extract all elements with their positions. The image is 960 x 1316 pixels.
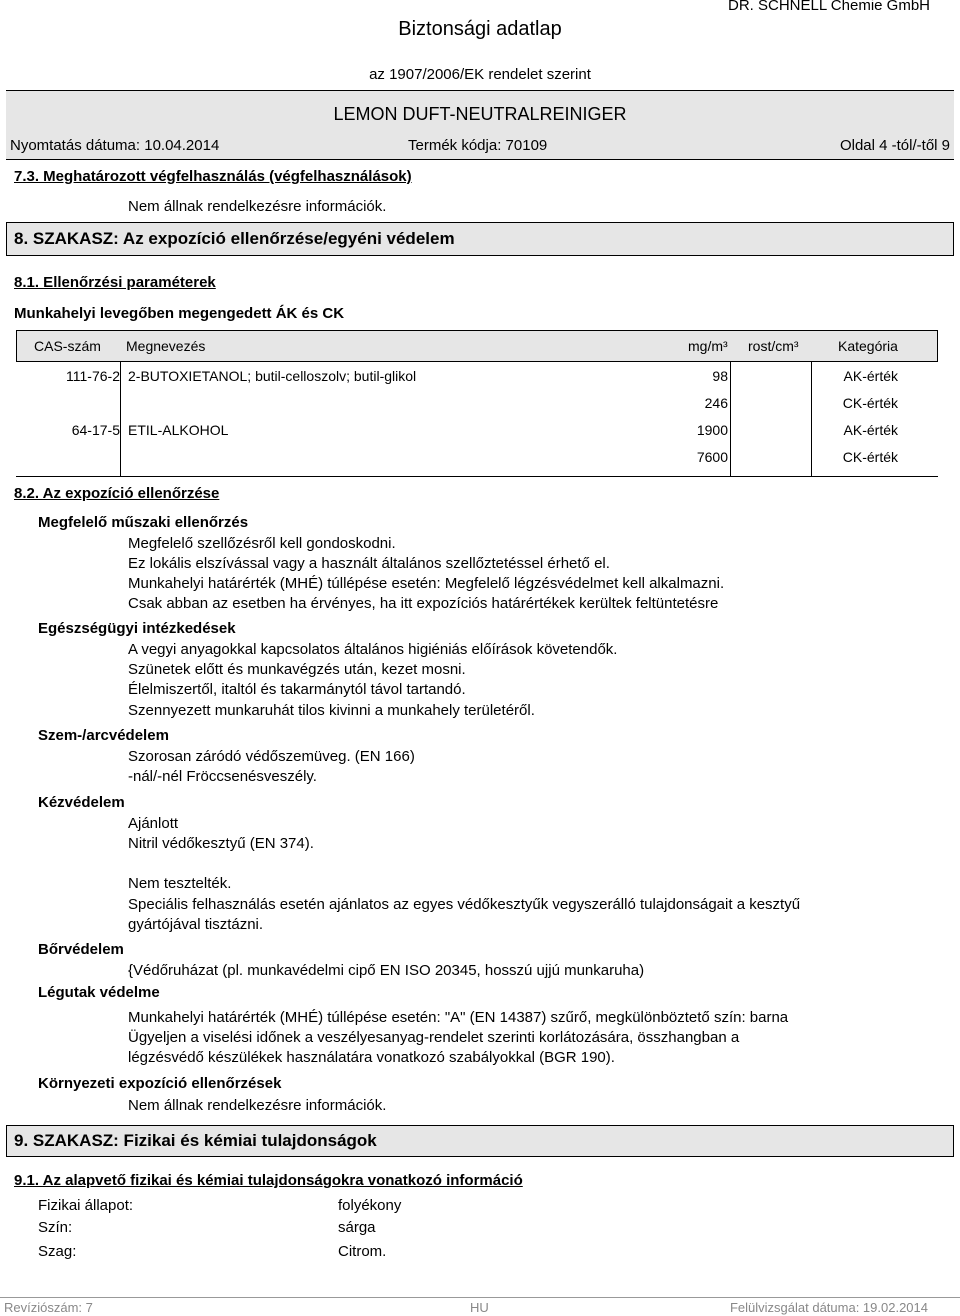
print-date: Nyomtatás dátuma: 10.04.2014 — [10, 137, 220, 154]
section-8-2-heading: 8.2. Az expozíció ellenőrzése — [14, 485, 220, 502]
property-label: Fizikai állapot: — [38, 1197, 134, 1214]
product-code: Termék kódja: 70109 — [408, 137, 548, 154]
table-cell-mgm3: 7600 — [696, 449, 728, 465]
respiratory-protection-line: Munkahelyi határérték (MHÉ) túllépése esetén: "A" (EN 14387) szűrő, megkülönböztető szín: barna — [128, 1009, 789, 1026]
table-bottom-rule — [16, 476, 938, 477]
engineering-line: Csak abban az esetben ha érvényes, ha itt expozíciós határértékek kerültek feltüntetésre — [128, 595, 719, 612]
skin-protection-line: {Védőruházat (pl. munkavédelmi cipő EN ISO 20345, hosszú ujjú munkaruha) — [128, 962, 645, 979]
engineering-line: Megfelelő szellőzésről kell gondoskodni. — [128, 535, 396, 552]
document-title: Biztonsági adatlap — [398, 18, 562, 40]
hand-protection-line: Nitril védőkesztyű (EN 374). — [128, 835, 314, 852]
hand-protection-line: gyártójával tisztázni. — [128, 916, 264, 933]
environmental-controls-heading: Környezeti expozíció ellenőrzések — [38, 1075, 282, 1092]
table-cell-category: CK-érték — [842, 395, 898, 411]
review-date: Felülvizsgálat dátuma: 19.02.2014 — [729, 1300, 928, 1315]
table-cell-mgm3: 246 — [704, 395, 728, 411]
property-value: Citrom. — [338, 1243, 387, 1260]
page-number: Oldal 4 -tól/-től 9 — [839, 137, 950, 154]
property-label: Szín: — [38, 1219, 73, 1236]
eye-protection-line: -nál/-nél Fröccsenésveszély. — [128, 768, 317, 785]
section-8-title: 8. SZAKASZ: Az expozíció ellenőrzése/egyéni védelem — [14, 229, 455, 248]
skin-protection-heading: Bőrvédelem — [38, 941, 124, 958]
hand-protection-heading: Kézvédelem — [38, 794, 125, 811]
col-header-category: Kategória — [838, 338, 898, 354]
eye-protection-line: Szorosan záródó védőszemüveg. (EN 166) — [128, 748, 415, 765]
section-9-1-heading: 9.1. Az alapvető fizikai és kémiai tulajdonságokra vonatkozó információ — [14, 1172, 523, 1189]
revision-number: Revíziószám: 7 — [4, 1300, 93, 1315]
product-name: LEMON DUFT-NEUTRALREINIGER — [333, 104, 627, 124]
workplace-limits-title: Munkahelyi levegőben megengedett ÁK és CK — [14, 305, 345, 322]
table-cell-name: ETIL-ALKOHOL — [128, 422, 229, 438]
table-divider — [120, 362, 121, 476]
hygiene-line: Szennyezett munkaruhát tilos kivinni a munkahely területéről. — [128, 702, 535, 719]
footer-rule — [0, 1297, 960, 1298]
engineering-line: Ez lokális elszívással vagy a használt általános szellőztetéssel érhető el. — [128, 555, 610, 572]
engineering-line: Munkahelyi határérték (MHÉ) túllépése esetén: Megfelelő légzésvédelmet kell alkalmazni. — [128, 575, 725, 592]
respiratory-protection-line: légzésvédő készülékek használatára vonatkozó szabályokkal (BGR 190). — [128, 1049, 615, 1066]
hand-protection-line: Ajánlott — [128, 815, 179, 832]
regulation-line: az 1907/2006/EK rendelet szerint — [369, 66, 591, 83]
environmental-controls-line: Nem állnak rendelkezésre információk. — [128, 1097, 387, 1114]
hand-protection-line: Speciális felhasználás esetén ajánlatos az egyes védőkesztyűk vegyszerálló tulajdonságait a kesztyű — [128, 896, 801, 913]
table-cell-category: CK-érték — [842, 449, 898, 465]
table-cell-name: 2-BUTOXIETANOL; butil-celloszolv; butil-glikol — [128, 368, 417, 384]
hygiene-line: Élelmiszertől, italtól és takarmánytól távol tartandó. — [128, 681, 466, 698]
respiratory-protection-heading: Légutak védelme — [38, 984, 160, 1001]
engineering-controls-heading: Megfelelő műszaki ellenőrzés — [38, 514, 249, 531]
table-divider — [811, 362, 812, 476]
col-header-mgm3: mg/m³ — [688, 338, 728, 354]
table-cell-category: AK-érték — [843, 368, 898, 384]
col-header-cas: CAS-szám — [34, 338, 101, 354]
table-cell-cas: 64-17-5 — [71, 422, 120, 438]
col-header-fibers: rost/cm³ — [748, 338, 799, 354]
col-header-name: Megnevezés — [126, 338, 206, 354]
section-7-3-heading: 7.3. Meghatározott végfelhasználás (végfelhasználások) — [14, 168, 412, 185]
property-label: Szag: — [38, 1243, 77, 1260]
company-name: DR. SCHNELL Chemie GmbH — [728, 0, 930, 14]
hygiene-line: Szünetek előtt és munkavégzés után, kezet mosni. — [128, 661, 466, 678]
section-7-3-text: Nem állnak rendelkezésre információk. — [128, 198, 387, 215]
hygiene-line: A vegyi anyagokkal kapcsolatos általános higiéniás előírások követendők. — [128, 641, 618, 658]
section-8-1-heading: 8.1. Ellenőrzési paraméterek — [14, 274, 216, 291]
property-value: folyékony — [338, 1197, 402, 1214]
table-cell-mgm3: 98 — [712, 368, 728, 384]
language-code: HU — [470, 1300, 489, 1315]
table-divider — [730, 362, 731, 476]
hand-protection-line: Nem tesztelték. — [128, 875, 232, 892]
eye-protection-heading: Szem-/arcvédelem — [38, 727, 169, 744]
table-cell-category: AK-érték — [843, 422, 898, 438]
property-value: sárga — [338, 1219, 376, 1236]
hygiene-heading: Egészségügyi intézkedések — [38, 620, 236, 637]
table-cell-cas: 111-76-2 — [66, 368, 120, 384]
section-9-title: 9. SZAKASZ: Fizikai és kémiai tulajdonságok — [14, 1131, 377, 1150]
table-cell-mgm3: 1900 — [696, 422, 728, 438]
respiratory-protection-line: Ügyeljen a viselési időnek a veszélyesanyag-rendelet szerinti korlátozására, összhangban a — [128, 1029, 740, 1046]
